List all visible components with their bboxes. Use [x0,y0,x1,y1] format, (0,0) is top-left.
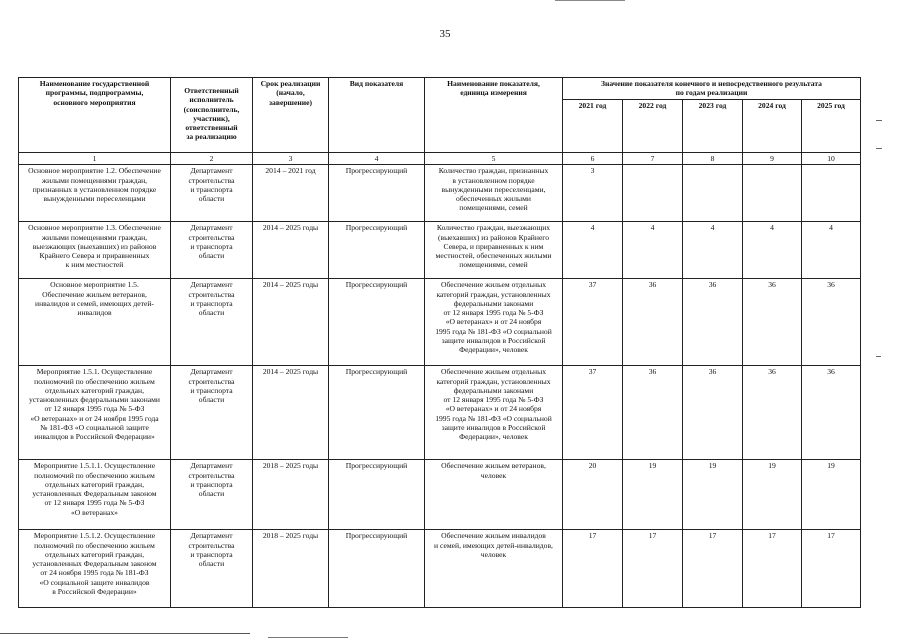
row-value: 37 [563,366,623,460]
row-name [19,279,171,366]
column-number: 7 [623,153,683,165]
row-value [683,165,743,222]
header-indicator-type-text: Вид показателя [349,79,404,88]
row-indicator [425,222,563,279]
column-numbers-row [19,153,861,165]
row-value: 4 [743,222,802,279]
page-number: 35 [439,28,451,40]
table-row [19,460,861,530]
header-year: 2024 год [743,99,802,153]
row-type: Прогрессирующий [329,530,425,608]
row-indicator-text: Обеспечение жильем отдельных категорий граждан, установленных федеральными законами от 12 января 1995 года № 5-ФЗ «О ветеранах» и от 24 ноября 1995 года № 181-ФЗ «О социальной защите инвалидов в Российской Федерации», человек [435,280,552,354]
table-row [19,279,861,366]
header-year: 2023 год [683,99,743,153]
row-type: Прогрессирующий [329,460,425,530]
header-row-1 [19,78,861,100]
row-period: 2018 – 2025 годы [253,530,329,608]
row-name [19,165,171,222]
row-name [19,460,171,530]
row-executor [171,460,253,530]
indicators-table [18,77,861,608]
row-value: 36 [802,279,861,366]
column-number: 6 [563,153,623,165]
row-executor [171,366,253,460]
row-value: 17 [743,530,802,608]
row-value [802,165,861,222]
row-type: Прогрессирующий [329,279,425,366]
row-name-text: Основное мероприятие 1.3. Обеспечение жилыми помещениями граждан, выезжающих (выехавших) из районов Крайнего Севера и приравненных к ним местностей [28,223,161,270]
row-executor-text: Департамент строительства и транспорта области [188,166,235,203]
column-number: 1 [19,153,171,165]
row-indicator-text: Обеспечение жильем отдельных категорий граждан, установленных федеральными законами от 12 января 1995 года № 5-ФЗ «О ветеранах» и от 24 ноября 1995 года № 181-ФЗ «О социальной защите инвалидов в Российской Федерации», человек [435,367,552,441]
row-value: 37 [563,279,623,366]
row-value: 19 [623,460,683,530]
row-value: 4 [802,222,861,279]
header-indicator-type [329,78,425,153]
row-value: 4 [563,222,623,279]
column-number: 10 [802,153,861,165]
row-value: 19 [743,460,802,530]
row-indicator [425,460,563,530]
row-executor-text: Департамент строительства и транспорта области [188,367,235,404]
row-name-text: Мероприятие 1.5.1. Осуществление полномочий по обеспечению жильем отдельных категорий граждан, установленных федеральными законами от 12 января 1995 года № 5-ФЗ «О ветеранах» и от 24 ноября 1995 года № 181-ФЗ «О социальной защите инвалидов в Российской Федерации» [29,367,160,441]
row-indicator [425,165,563,222]
scan-mark [876,356,881,357]
row-type: Прогрессирующий [329,366,425,460]
row-value: 36 [623,366,683,460]
row-indicator-text: Обеспечение жильем инвалидов и семей, имеющих детей-инвалидов, человек [434,531,553,559]
column-number: 2 [171,153,253,165]
row-executor-text: Департамент строительства и транспорта области [188,461,235,498]
row-name-text: Основное мероприятие 1.5. Обеспечение жильем ветеранов, инвалидов и семей, имеющих детей- инвалидов [35,280,154,317]
row-type: Прогрессирующий [329,222,425,279]
row-value: 19 [683,460,743,530]
header-name [19,78,171,153]
row-value: 36 [802,366,861,460]
row-executor-text: Департамент строительства и транспорта области [188,531,235,568]
row-period: 2014 – 2025 годы [253,222,329,279]
header-values-group [563,78,861,100]
row-value [743,165,802,222]
header-period-text: Срок реализации (начало, завершение) [260,79,321,107]
row-value: 17 [683,530,743,608]
row-executor-text: Департамент строительства и транспорта области [188,280,235,317]
row-name-text: Мероприятие 1.5.1.2. Осуществление полномочий по обеспечению жильем отдельных категорий граждан, установленных Федеральным законом от 24 ноября 1995 года № 181-ФЗ «О социальной защите инвалидов в Российской Федерации» [32,531,157,596]
header-indicator-name-text: Наименование показателя, единица измерения [447,79,540,98]
row-value: 36 [683,279,743,366]
table-row [19,366,861,460]
row-name [19,222,171,279]
row-indicator-text: Количество граждан, признанных в установленном порядке вынужденными переселенцами, обеспеченных жилыми помещениями, семей [438,166,549,213]
table-row [19,222,861,279]
row-period: 2014 – 2025 годы [253,279,329,366]
row-name [19,366,171,460]
scan-mark [876,148,882,149]
column-number: 4 [329,153,425,165]
scan-edge-bottom [0,633,250,634]
row-period: 2014 – 2021 год [253,165,329,222]
row-value: 36 [743,279,802,366]
row-value: 4 [623,222,683,279]
column-number: 8 [683,153,743,165]
row-indicator-text: Обеспечение жильем ветеранов, человек [441,461,546,480]
header-period [253,78,329,153]
row-name [19,530,171,608]
row-type: Прогрессирующий [329,165,425,222]
scan-edge-bottom [268,637,348,638]
column-number: 9 [743,153,802,165]
row-indicator [425,530,563,608]
row-indicator [425,366,563,460]
row-value: 36 [743,366,802,460]
row-executor [171,165,253,222]
table-row [19,165,861,222]
header-executor-text: Ответственный исполнитель (соисполнитель, участник), ответственный за реализацию [183,86,240,142]
row-period: 2014 – 2025 годы [253,366,329,460]
row-executor [171,530,253,608]
header-year: 2021 год [563,99,623,153]
row-name-text: Основное мероприятие 1.2. Обеспечение жилыми помещениями граждан, признанных в установленном порядке вынужденными переселенцами [28,166,161,203]
row-value: 17 [563,530,623,608]
row-indicator-text: Количество граждан, выезжающих (выехавших) из районов Крайнего Севера, и приравненных к ним местностей, обеспеченных жилыми помещениями, семей [435,223,552,270]
row-name-text: Мероприятие 1.5.1.1. Осуществление полномочий по обеспечению жильем отдельных категорий граждан, установленных Федеральным законом от 12 января 1995 года № 5-ФЗ «О ветеранах» [32,461,157,517]
row-executor [171,279,253,366]
row-value: 4 [683,222,743,279]
header-values-group-text: Значение показателя конечного и непосредственного результата по годам реализации [601,79,822,98]
scan-edge-top [555,0,625,1]
header-indicator-name [425,78,563,153]
header-year: 2025 год [802,99,861,153]
row-value: 36 [623,279,683,366]
row-value [623,165,683,222]
header-executor [171,78,253,153]
column-number: 3 [253,153,329,165]
row-value: 36 [683,366,743,460]
row-value: 17 [623,530,683,608]
row-value: 3 [563,165,623,222]
row-indicator [425,279,563,366]
row-value: 19 [802,460,861,530]
header-name-text: Наименование государственной программы, подпрограммы, основного мероприятия [39,79,150,107]
row-executor [171,222,253,279]
header-year: 2022 год [623,99,683,153]
row-value: 17 [802,530,861,608]
row-executor-text: Департамент строительства и транспорта области [188,223,235,260]
row-period: 2018 – 2025 годы [253,460,329,530]
scan-mark [876,120,882,121]
table-row [19,530,861,608]
row-value: 20 [563,460,623,530]
column-number: 5 [425,153,563,165]
